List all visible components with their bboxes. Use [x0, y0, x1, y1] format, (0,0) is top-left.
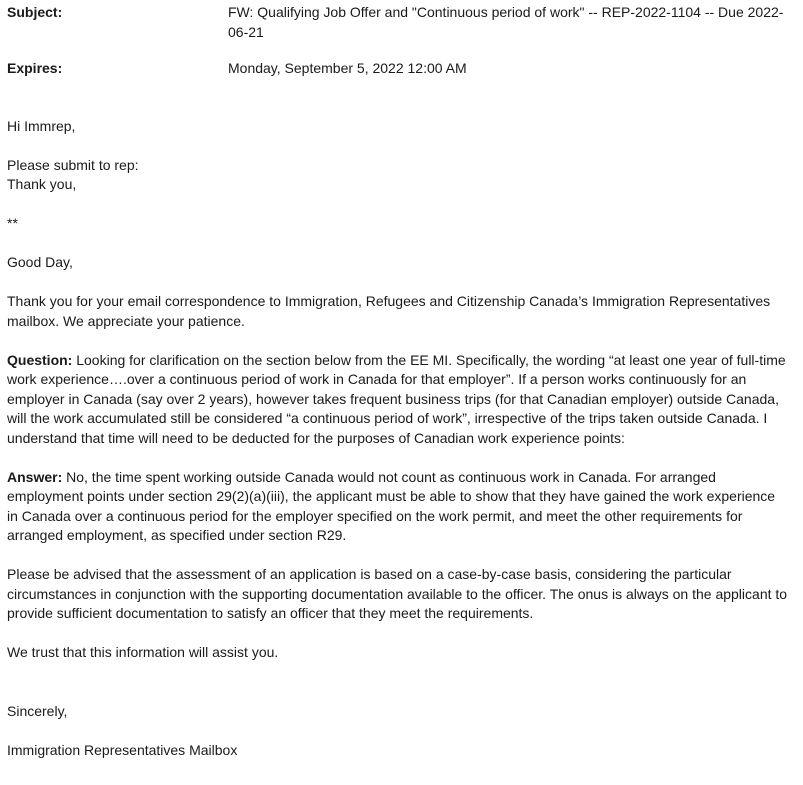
- signature: Immigration Representatives Mailbox: [7, 741, 238, 758]
- subject-row: [7, 3, 789, 42]
- subject-label: Subject:: [7, 4, 63, 20]
- sincerely: Sincerely,: [7, 702, 68, 719]
- answer-paragraph: [7, 468, 789, 546]
- trust-paragraph: We trust that this information will assist you.: [7, 644, 279, 660]
- submit-line: Please submit to rep:: [7, 156, 139, 173]
- thank-you-paragraph: Thank you for your email correspondence to Immigration, Refugees and Citizenship Canada’s Immigration Representatives mailbox. We appreciate your patience.: [7, 293, 771, 329]
- subject-value: FW: Qualifying Job Offer and "Continuous period of work" -- REP-2022-1104 -- Due 2022-06-21: [228, 4, 784, 40]
- thanks-line: Thank you,: [7, 176, 77, 192]
- advised-paragraph: Please be advised that the assessment of an application is based on a case-by-case basis, considering the particular circumstances in conjunction with the supporting documentation available to the officer. The onus is always on the applicant to provide sufficient documentation to satisfy an officer that they meet the requirements.: [7, 566, 788, 621]
- separator: **: [7, 215, 18, 231]
- question-paragraph: [7, 351, 789, 449]
- question-text: Looking for clarification on the section below from the EE MI. Specifically, the wording “at least one year of full-time work experience….over a continuous period of work in Canada for that employer”. If a person works continuously for an employer in Canada (say over 2 years), however takes frequent business trips (for that Canadian employer) outside Canada, will the work accumulated still be considered “a continuous period of work”, irrespective of the trips taken outside Canada. I understand that time will need to be deducted for the purposes of Canadian work experience points:: [7, 351, 786, 446]
- greeting: Hi Immrep,: [7, 117, 76, 134]
- good-day: Good Day,: [7, 254, 73, 270]
- expires-row: [7, 59, 789, 79]
- expires-label: Expires:: [7, 60, 63, 76]
- answer-text: No, the time spent working outside Canada would not count as continuous work in Canada. For arranged employment points under section 29(2)(a)(iii), the applicant must be able to show that they have gained the work experience in Canada over a continuous period for the employer specified on the work permit, and meet the other requirements for arranged employment, as specified under section R29.: [7, 468, 776, 543]
- answer-label: Answer:: [7, 468, 63, 485]
- email-body: [7, 117, 789, 761]
- question-label: Question:: [7, 351, 73, 368]
- expires-value: Monday, September 5, 2022 12:00 AM: [228, 60, 467, 76]
- email-document: [7, 3, 789, 760]
